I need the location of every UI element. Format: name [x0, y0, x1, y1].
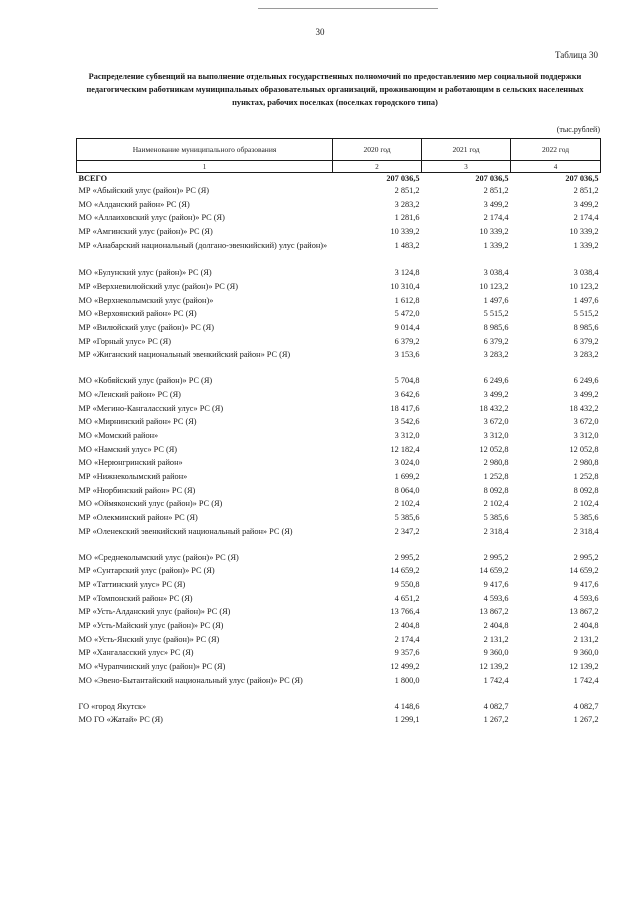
- value-2022: 3 312,0: [573, 430, 599, 440]
- value-2020: 4 651,2: [394, 593, 420, 603]
- municipality-name: МО «Чурапчинский улус (район)» РС (Я): [78, 662, 226, 672]
- value-2021: 2 980,8: [483, 458, 509, 468]
- municipality-name: МР «Олекминский район» РС (Я): [78, 513, 198, 523]
- value-2022: 8 092,8: [573, 485, 599, 495]
- value-2020: 9 014,4: [394, 323, 420, 333]
- table-row: [77, 660, 601, 674]
- municipality-name: МР «Оленекский эвенкийский национальный район» РС (Я): [78, 526, 293, 536]
- group-spacer: [77, 688, 601, 700]
- table-row: [77, 525, 601, 539]
- value-2021: 3 499,2: [483, 389, 509, 399]
- value-2020: 5 385,6: [394, 513, 420, 523]
- value-2021: 9 360,0: [483, 648, 509, 658]
- value-2020: 6 379,2: [394, 336, 420, 346]
- table-row: [77, 592, 601, 606]
- value-2022: 3 283,2: [573, 350, 599, 360]
- table-row: [77, 429, 601, 443]
- table-row: [77, 646, 601, 660]
- value-2021: 2 995,2: [483, 552, 509, 562]
- value-2022: 3 499,2: [573, 199, 599, 209]
- value-2020: 13 766,4: [390, 607, 420, 617]
- value-2020: 12 499,2: [390, 662, 420, 672]
- value-2021: 8 092,8: [483, 485, 509, 495]
- group-spacer: [77, 539, 601, 551]
- units-label: (тыс.рублей): [556, 125, 600, 134]
- value-2021: 14 659,2: [479, 566, 509, 576]
- value-2021: 2 174,4: [483, 213, 509, 223]
- municipality-name: МО «Верхоянский район» РС (Я): [78, 309, 197, 319]
- value-2021: 1 252,8: [483, 472, 509, 482]
- column-number-3: 3: [422, 161, 511, 173]
- value-2022: 9 417,6: [573, 579, 599, 589]
- total-2022: 207 036,5: [565, 174, 599, 183]
- value-2021: 6 379,2: [483, 336, 509, 346]
- table-label: Таблица 30: [555, 50, 598, 60]
- municipality-name: МО «Намский улус» РС (Я): [78, 444, 178, 454]
- value-2022: 1 252,8: [573, 472, 599, 482]
- value-2021: 10 123,2: [479, 281, 509, 291]
- value-2021: 1 497,6: [483, 295, 509, 305]
- table-row: [77, 266, 601, 280]
- value-2020: 18 417,6: [390, 403, 420, 413]
- table-row: [77, 198, 601, 212]
- table-row: [77, 674, 601, 688]
- municipality-name: ГО «город Якутск»: [78, 701, 147, 711]
- value-2022: 3 672,0: [573, 417, 599, 427]
- value-2020: 10 310,4: [390, 281, 420, 291]
- value-2020: 2 995,2: [394, 552, 420, 562]
- municipality-name: МР «Жиганский национальный эвенкийский район» РС (Я): [78, 350, 291, 360]
- value-2022: 2 102,4: [573, 499, 599, 509]
- value-2020: 5 704,8: [394, 376, 420, 386]
- table-row: [77, 402, 601, 416]
- table-row: [77, 239, 601, 266]
- table-row: [77, 415, 601, 429]
- value-2022: 6 379,2: [573, 336, 599, 346]
- value-2022: 2 174,4: [573, 213, 599, 223]
- table-row: [77, 605, 601, 619]
- value-2021: 4 082,7: [483, 701, 509, 711]
- value-2020: 3 642,6: [394, 389, 420, 399]
- value-2022: 2 995,2: [573, 552, 599, 562]
- table-row: [77, 470, 601, 484]
- value-2022: 1 497,6: [573, 295, 599, 305]
- table-row: [77, 348, 601, 362]
- municipality-name: МР «Мегино-Кангаласский улус» РС (Я): [78, 403, 224, 413]
- table-row: [77, 564, 601, 578]
- municipality-name: МР «Абыйский улус (район)» РС (Я): [78, 186, 210, 195]
- value-2021: 18 432,2: [479, 403, 509, 413]
- value-2022: 3 499,2: [573, 389, 599, 399]
- column-header-name: Наименование муниципального образования: [77, 139, 333, 161]
- value-2021: 1 339,2: [483, 240, 509, 250]
- value-2020: 3 283,2: [394, 199, 420, 209]
- value-2022: 14 659,2: [569, 566, 599, 576]
- value-2021: 4 593,6: [483, 593, 509, 603]
- value-2022: 5 385,6: [573, 513, 599, 523]
- table-row: [77, 225, 601, 239]
- value-2022: 9 360,0: [573, 648, 599, 658]
- table-row: [77, 184, 601, 198]
- municipality-name: МР «Вилюйский улус (район)» РС (Я): [78, 323, 214, 333]
- value-2022: 13 867,2: [569, 607, 599, 617]
- value-2020: 1 612,8: [394, 295, 420, 305]
- column-number-2: 2: [333, 161, 422, 173]
- value-2022: 2 318,4: [573, 526, 599, 536]
- municipality-name: МО «Эвено-Бытантайский национальный улус (район)» РС (Я): [78, 675, 303, 685]
- value-2022: 3 038,4: [573, 268, 599, 278]
- municipality-name: МР «Хангаласский улус» РС (Я): [78, 648, 194, 658]
- value-2020: 2 347,2: [394, 526, 420, 536]
- value-2022: 10 123,2: [569, 281, 599, 291]
- value-2021: 3 312,0: [483, 430, 509, 440]
- value-2020: 4 148,6: [394, 701, 420, 711]
- value-2020: 10 339,2: [390, 227, 420, 237]
- column-number-4: 4: [511, 161, 601, 173]
- value-2022: 2 980,8: [573, 458, 599, 468]
- table-row: [77, 456, 601, 470]
- value-2021: 1 742,4: [483, 675, 509, 685]
- value-2020: 3 312,0: [394, 430, 420, 440]
- value-2022: 5 515,2: [573, 309, 599, 319]
- value-2022: 12 139,2: [569, 662, 599, 672]
- municipality-name: МО «Ленский район» РС (Я): [78, 389, 181, 399]
- value-2020: 2 851,2: [394, 186, 420, 195]
- municipality-name: МО «Усть-Янский улус (район)» РС (Я): [78, 634, 220, 644]
- value-2022: 12 052,8: [569, 444, 599, 454]
- total-2021: 207 036,5: [475, 174, 509, 183]
- table-row: [77, 307, 601, 321]
- municipality-name: МО «Алданский район» РС (Я): [78, 199, 190, 209]
- municipality-name: МР «Горный улус» РС (Я): [78, 336, 171, 346]
- value-2021: 13 867,2: [479, 607, 509, 617]
- value-2020: 3 153,6: [394, 350, 420, 360]
- value-2020: 14 659,2: [390, 566, 420, 576]
- value-2020: 3 542,6: [394, 417, 420, 427]
- value-2022: 4 593,6: [573, 593, 599, 603]
- value-2021: 2 404,8: [483, 621, 509, 631]
- value-2021: 5 515,2: [483, 309, 509, 319]
- municipality-name: МР «Амгинский улус (район)» РС (Я): [78, 227, 213, 237]
- value-2021: 12 139,2: [479, 662, 509, 672]
- table-row: [77, 321, 601, 335]
- value-2021: 2 851,2: [483, 186, 509, 195]
- municipality-name: МО «Аллаиховский улус (район)» РС (Я): [78, 213, 225, 223]
- municipality-name: МО «Верхнеколымский улус (район)»: [78, 295, 214, 305]
- value-2021: 5 385,6: [483, 513, 509, 523]
- value-2021: 3 672,0: [483, 417, 509, 427]
- municipality-name: МО «Момский район»: [78, 430, 159, 440]
- table-row: [77, 497, 601, 511]
- table-row: [77, 294, 601, 308]
- value-2020: 2 174,4: [394, 634, 420, 644]
- total-label: ВСЕГО: [78, 174, 108, 183]
- group-spacer: [77, 362, 601, 374]
- table-body: [77, 173, 601, 728]
- total-2020: 207 036,5: [386, 174, 420, 183]
- table-row: [77, 700, 601, 714]
- value-2020: 1 299,1: [394, 715, 420, 725]
- value-2021: 2 102,4: [483, 499, 509, 509]
- municipality-name: МО «Булунский улус (район)» РС (Я): [78, 268, 212, 278]
- value-2022: 2 131,2: [573, 634, 599, 644]
- value-2022: 2 404,8: [573, 621, 599, 631]
- value-2022: 4 082,7: [573, 701, 599, 711]
- value-2022: 8 985,6: [573, 323, 599, 333]
- value-2020: 9 550,8: [394, 579, 420, 589]
- page-number: 30: [315, 27, 325, 37]
- value-2020: 1 699,2: [394, 472, 420, 482]
- column-header-2020: 2020 год: [333, 139, 422, 161]
- value-2022: 1 267,2: [573, 715, 599, 725]
- total-row: [77, 173, 601, 185]
- value-2020: 1 800,0: [394, 675, 420, 685]
- column-header-2021: 2021 год: [422, 139, 511, 161]
- table-row: [77, 551, 601, 565]
- municipality-name: МР «Нюрбинский район» РС (Я): [78, 485, 196, 495]
- value-2020: 9 357,6: [394, 648, 420, 658]
- subsidy-table: [76, 138, 601, 727]
- table-row: [77, 335, 601, 349]
- table-row: [77, 578, 601, 592]
- municipality-name: МР «Сунтарский улус (район)» РС (Я): [78, 566, 215, 576]
- municipality-name: МР «Верхневилюйский улус (район)» РС (Я): [78, 281, 238, 291]
- document-title: Распределение субвенций на выполнение отдельных государственных полномочий по предоставлению мер социальной поддержки педагогическим работникам муниципальных образовательных организаций, проживающим и работающим в сельских населенных пунктах, рабочих поселках (поселках городского типа): [86, 72, 584, 107]
- municipality-name: МР «Усть-Майский улус (район)» РС (Я): [78, 621, 224, 631]
- value-2021: 8 985,6: [483, 323, 509, 333]
- municipality-name: МР «Томпонский район» РС (Я): [78, 593, 193, 603]
- value-2020: 12 182,4: [390, 444, 420, 454]
- value-2022: 1 742,4: [573, 675, 599, 685]
- value-2022: 18 432,2: [569, 403, 599, 413]
- table-row: [77, 484, 601, 498]
- value-2021: 3 499,2: [483, 199, 509, 209]
- value-2020: 3 024,0: [394, 458, 420, 468]
- value-2021: 1 267,2: [483, 715, 509, 725]
- municipality-name: МО «Мирнинский район» РС (Я): [78, 417, 197, 427]
- value-2020: 1 483,2: [394, 240, 420, 250]
- table-row: [77, 443, 601, 457]
- value-2020: 1 281,6: [394, 213, 420, 223]
- municipality-name: МО ГО «Жатай» РС (Я): [78, 715, 163, 725]
- column-number-1: 1: [77, 161, 333, 173]
- municipality-name: МР «Нижнеколымский район»: [78, 472, 188, 482]
- value-2020: 2 102,4: [394, 499, 420, 509]
- value-2021: 2 318,4: [483, 526, 509, 536]
- municipality-name: МО «Нерюнгринский район»: [78, 458, 183, 468]
- value-2021: 3 283,2: [483, 350, 509, 360]
- column-header-2022: 2022 год: [511, 139, 601, 161]
- table-row: [77, 211, 601, 225]
- value-2020: 2 404,8: [394, 621, 420, 631]
- value-2021: 10 339,2: [479, 227, 509, 237]
- header-rule: [258, 8, 438, 9]
- table-row: [77, 374, 601, 388]
- value-2020: 8 064,0: [394, 485, 420, 495]
- municipality-name: МО «Среднеколымский улус (район)» РС (Я): [78, 552, 239, 562]
- value-2020: 5 472,0: [394, 309, 420, 319]
- table-row: [77, 511, 601, 525]
- value-2021: 6 249,6: [483, 376, 509, 386]
- table-row: [77, 619, 601, 633]
- municipality-name: МР «Анабарский национальный (долгано-эвенкийский) улус (район)»: [78, 240, 328, 250]
- table-row: [77, 713, 601, 727]
- table-row: [77, 280, 601, 294]
- municipality-name: МО «Оймяконский улус (район)» РС (Я): [78, 499, 223, 509]
- municipality-name: МР «Таттинский улус» РС (Я): [78, 579, 186, 589]
- value-2021: 12 052,8: [479, 444, 509, 454]
- value-2021: 9 417,6: [483, 579, 509, 589]
- value-2021: 2 131,2: [483, 634, 509, 644]
- value-2022: 2 851,2: [573, 186, 599, 195]
- table-row: [77, 633, 601, 647]
- value-2022: 10 339,2: [569, 227, 599, 237]
- value-2022: 6 249,6: [573, 376, 599, 386]
- value-2022: 1 339,2: [573, 240, 599, 250]
- municipality-name: МО «Кобяйский улус (район)» РС (Я): [78, 376, 213, 386]
- value-2020: 3 124,8: [394, 268, 420, 278]
- municipality-name: МР «Усть-Алданский улус (район)» РС (Я): [78, 607, 231, 617]
- table-row: [77, 388, 601, 402]
- value-2021: 3 038,4: [483, 268, 509, 278]
